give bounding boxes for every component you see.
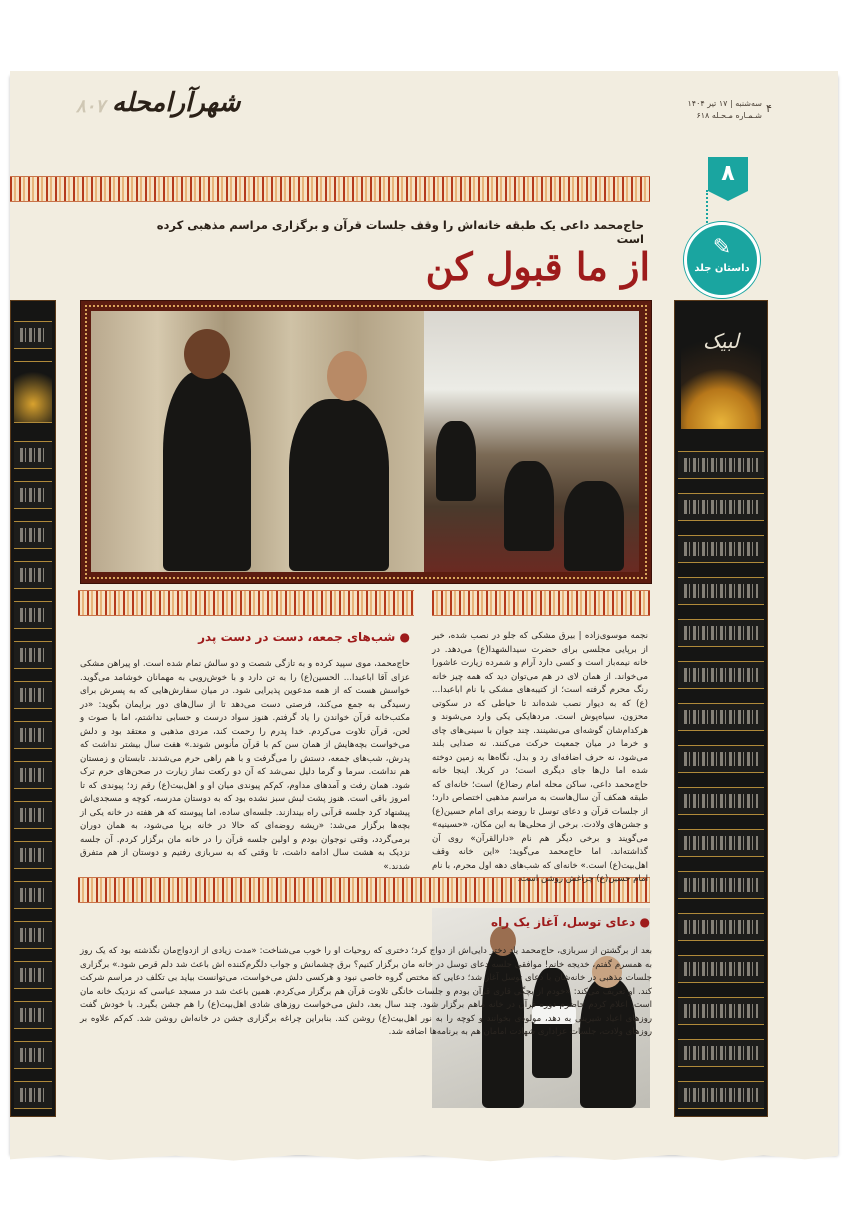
calligraphy-strip: [678, 829, 764, 857]
guest: [436, 421, 476, 501]
calligraphy-strip: [678, 1039, 764, 1067]
calligraphy-strip: [14, 801, 52, 829]
pencil-icon: ✎: [712, 235, 732, 260]
heading-1-text: شب‌های جمعه، دست در دست پدر: [198, 630, 396, 644]
date-line: سه‌شنبه | ۱۷ تیر ۱۴۰۴: [687, 99, 762, 108]
head-left: [184, 329, 230, 379]
calligraphy-strip: [14, 721, 52, 749]
ornament-band-right: [432, 590, 650, 616]
section-number-badge: ۸: [708, 157, 748, 191]
guest: [504, 461, 554, 551]
calligraphy-strip: [14, 521, 52, 549]
page-number: ۴: [766, 102, 772, 115]
torn-edge: [10, 1151, 838, 1163]
intro-column: نجمه موسوی‌زاده | بیرق مشکی که جلو در نصب شده، خبر از برپایی مجلسی برای حضرت سیدالشهدا(ع) می‌دهد. در خانه نیمه‌باز است و کسی دارد آرام و شمرده زیارت عاشورا می‌خواند. از همان لای در هم می‌توان دید که همه چیز خانه رنگ محرم گرفته است؛ از کتیبه‌های مشکی با نام اباعبدا... (ع) که به دیوار نصب شده‌اند تا حیاطی که در سکوتی محزون، سیاه‌پوش است. مردهایکی یکی وارد می‌شوند و هرکدام‌شان گوشه‌ای می‌نشینند. چند جوان با سینی‌های چای و خرما در میان جمعیت حرکت می‌کنند. نه صدایی بلند می‌شود، نه حرف اضافه‌ای رد و بدل. نگاه‌ها به زمین دوخته شده اما دل‌ها جای دیگری است؛ در کربلا. اینجا خانه حاج‌محمد داعی، ساکن محله امام رضا(ع) است؛ خانه‌ای که طبقه همکف آن سال‌هاست به مراسم مذهبی اختصاص دارد؛ از جلسات قرآن و دعای توسل تا روضه برای امام حسین(ع) و جشن‌های ولادت. برخی از محلی‌ها به این مکان، «حسینیه» می‌گویند و برخی دیگر هم نام «دارالقرآن» روی آن گذاشته‌اند. اما حاج‌محمد می‌گوید: «این خانه وقف اهل‌بیت(ع) است.» خانه‌ای که شب‌های دهه اول محرم، با نام امام حسین(ع) چراغش روشن است.: [432, 631, 648, 884]
right-mourning-panel: [674, 300, 768, 1117]
head-right: [327, 351, 367, 401]
calligraphy-strip: [14, 481, 52, 509]
calligraphy-strip: [14, 1041, 52, 1069]
man-right: [289, 399, 389, 571]
calligraphy-strip: [14, 681, 52, 709]
section-circle: [684, 222, 760, 298]
calligraphy-strip: [678, 661, 764, 689]
calligraphy-strip: [14, 561, 52, 589]
man-left: [163, 371, 251, 571]
calligraphy-strip: [678, 913, 764, 941]
article-subtitle: حاج‌محمد داعی یک طبقه خانه‌اش را وقف جلسات قرآن و برگزاری مراسم مذهبی کرده است: [156, 218, 644, 246]
issue-line: شـمـاره مـحـله ۶۱۸: [696, 111, 762, 120]
calligraphy-strip: [14, 921, 52, 949]
body-column-1: حاج‌محمد، موی سپید کرده و به تازگی شصت و دو سالش تمام شده است. او پیراهن مشکی عزای آقا اباعبدا... الحسین(ع) را به تن دارد و با خوش‌رویی به مهمانان خوشامد می‌گوید. خواسش هست که از همه مدعوین پذیرایی شود. در میان سفارش‌هایی که به پسرش برای رسیدگی به جمع می‌کند، فرصتی دست می‌دهد تا از سال‌های دور برایمان بگوید: «در مکتب‌خانه قرآن خواندن را یاد گرفتم. هنوز سواد درست و حسابی نداشتم، اما با صوت و لحن، قرآن تلاوت می‌کردم. خدا پدرم را رحمت کند، مردی مذهبی و معتقد بود و دلش می‌خواست بچه‌هایش از همان سن کم با قرآن مأنوس شوند.» هفت سال بیشتر نداشت که پدرش، شب‌های جمعه، دستش را می‌گرفت و با هم راهی حرم می‌شدند. تابستان و زمستان هم نداشت. سرما و گرما دلیل نمی‌شد که آن دو رکعت نماز زیارت در صحن‌های حرم ترک شود. همان رفت و آمدهای مداوم، کم‌کم پیوندی میان او و اهل‌بیت(ع) رقم زد؛ پیوندی که تا امروز باقی است. هنوز پشت لبش سبز نشده بود که به دوستان مدرسه، کوچه و مسجدی‌اش پیشنهاد کرد جلسه قرآنی راه بیندازند. جلسه‌ای ساده، اما پیوسته که هر هفته در خانه یکی از بچه‌ها برگزار می‌شد: «ریشه روضه‌ای که حالا در خانه برپا می‌شود، به همان دوران برمی‌گردد، وقتی نوجوان بودم و اولین جلسه قرآن را در خانه مان برگزار کردم. آن جلسه نزدیک به هشت سال ادامه داشت، تا وقتی که به سربازی رفتیم و دوستان از هم متفرق شدند.»: [80, 659, 410, 872]
guest: [564, 481, 624, 571]
calligraphy-strip: [678, 493, 764, 521]
calligraphy-strip: [14, 441, 52, 469]
shrine-image: [681, 309, 761, 429]
calligraphy-strip: [678, 787, 764, 815]
calligraphy-strip: [678, 997, 764, 1025]
calligraphy-strip: [14, 1081, 52, 1109]
section-label: داستان جلد: [694, 263, 750, 274]
calligraphy-strip: [14, 321, 52, 349]
masthead-number: ۸۰۷: [76, 96, 106, 117]
calligraphy-strip: [14, 1001, 52, 1029]
heading-2-text: دعای توسل، آغاز یک راه: [491, 915, 636, 929]
shrine-dome-image: [14, 361, 52, 423]
masthead-logo: شهرآرامحله: [112, 88, 241, 118]
calligraphy-strip: [14, 961, 52, 989]
calligraphy-strip: [14, 881, 52, 909]
calligraphy-strip: [14, 841, 52, 869]
main-photo-handshake: [91, 311, 424, 572]
calligraphy-strip: [678, 451, 764, 479]
calligraphy-strip: [14, 761, 52, 789]
calligraphy-strip: [678, 1081, 764, 1109]
calligraphy-strip: [678, 577, 764, 605]
ornament-band-top: [10, 176, 650, 202]
issue-info: [678, 98, 762, 122]
calligraphy-strip: [678, 955, 764, 983]
calligraphy-strip: [678, 535, 764, 563]
calligraphy-strip: [678, 619, 764, 647]
section-heading-2: ● دعای توسل، آغاز یک راه: [491, 915, 650, 929]
article-title: از ما قبول کن: [425, 244, 650, 289]
calligraphy-strip: [14, 601, 52, 629]
panel-calligraphy-title: لبیک: [702, 329, 740, 353]
ornament-band-left: [78, 590, 414, 616]
section-heading-1: ● شب‌های جمعه، دست در دست پدر: [198, 630, 410, 644]
calligraphy-strip: [678, 745, 764, 773]
main-photo-gathering: [424, 311, 639, 572]
left-mourning-panel: [10, 300, 56, 1117]
calligraphy-strip: [14, 641, 52, 669]
body-column-2: بعد از برگشتن از سربازی، حاج‌محمد یاد دختر دایی‌اش از دواج کرد؛ دختری که روحیات او را خوب می‌شناخت: «مدت زیادی از ازدواج‌مان نگذشته بود که یک روز به همسرم گفتم، خدیجه خانم! موافقی جلسه دعای توسل در خانه مان برگزار کنیم؟ برق چشمانش و جواب دلگرم‌کننده اش باعث شد دلم قرص شود.» برگزاری جلسات مذهبی در خانه‌شان با دعای توسل آغاز شد؛ دعایی که مختص گروه خاصی نبود و هرکسی دلش می‌خواست، می‌توانست بیاید بی تکلف در مراسم شرکت کند. او تعریف می‌کند: «خودم از بچگی قاری قرآن بودم و جلسات خانگی تلاوت قرآن هم برگزار می‌کردم. همین باعث شد در مسجد عباسی که نزدیک خانه مان است، اعلام کردم حاضرم دوره قرآن در خانه ماهم برگزار شود. چند سال بعد، دلش می‌خواست روزهای شادی اهل‌بیت(ع) را هم جشن بگیرد. با خودش گفت روزهای اعیاد شیرینی به دهد، مولودی بخوانند و کوچه را به نور اهل‌بیت(ع) روشن کند. بنابراین چراغه برگزاری جشن در خانه‌اش روشن شد. کم‌کم علاوه بر روزهای ولادت، جلسات عزاداری شهادت امامان هم به برنامه‌ها اضافه شد.: [80, 946, 652, 1037]
calligraphy-strip: [678, 703, 764, 731]
calligraphy-strip: [678, 871, 764, 899]
